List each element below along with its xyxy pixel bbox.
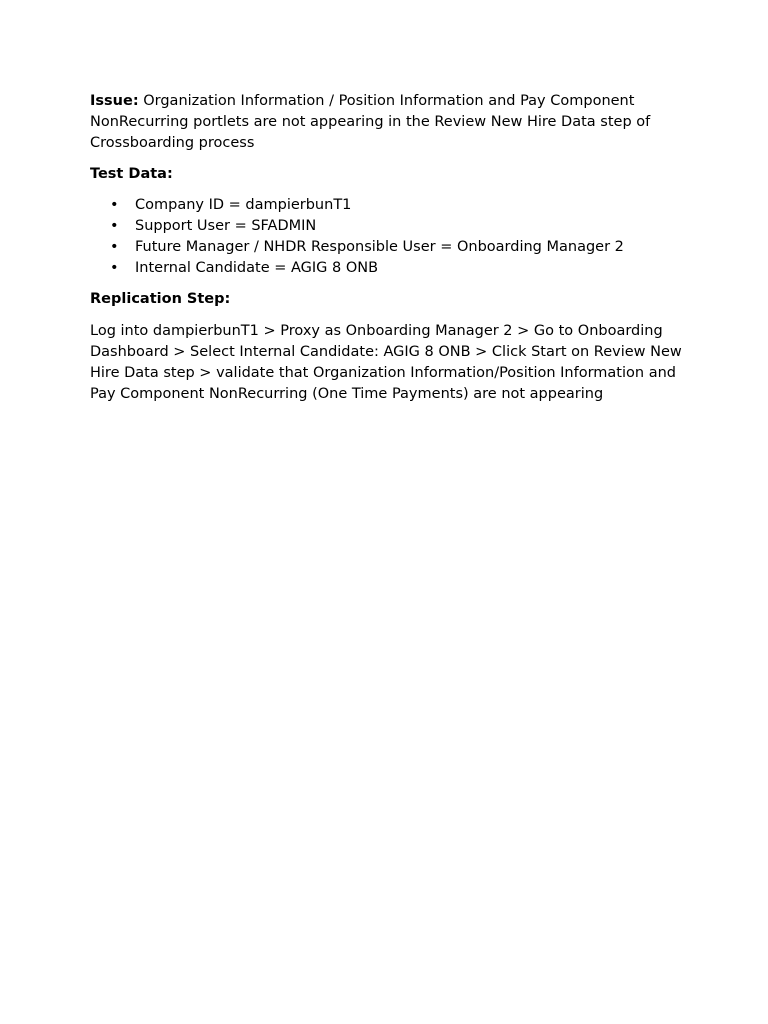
list-item-text: Company ID = dampierbunT1 <box>135 197 352 213</box>
list-item <box>90 195 690 216</box>
list-item-text: Support User = SFADMIN <box>135 218 317 234</box>
bullet-icon: • <box>110 260 119 276</box>
bullet-icon: • <box>110 197 119 213</box>
issue-label: Issue: <box>90 93 139 109</box>
test-data-list <box>90 195 690 279</box>
list-item-text: Internal Candidate = AGIG 8 ONB <box>135 260 379 276</box>
document-page <box>90 91 690 405</box>
test-data-heading: Test Data: <box>90 166 173 182</box>
list-item <box>90 258 690 279</box>
bullet-icon: • <box>110 218 119 234</box>
replication-heading: Replication Step: <box>90 291 231 307</box>
list-item-text: Future Manager / NHDR Responsible User = Onboarding Manager 2 <box>135 239 624 255</box>
bullet-icon: • <box>110 239 119 255</box>
replication-text: Log into dampierbunT1 > Proxy as Onboarding Manager 2 > Go to Onboarding Dashboard > Select Internal Candidate: AGIG 8 ONB > Click Start on Review New Hire Data step > validate that Organization Information/Position Information and Pay Component NonRecurring (One Time Payments) are not appearing <box>90 323 682 402</box>
issue-paragraph <box>90 91 690 154</box>
issue-text: Organization Information / Position Information and Pay Component NonRecurring portlets are not appearing in the Review New Hire Data step of Crossboarding process <box>90 93 651 151</box>
list-item <box>90 216 690 237</box>
list-item <box>90 237 690 258</box>
